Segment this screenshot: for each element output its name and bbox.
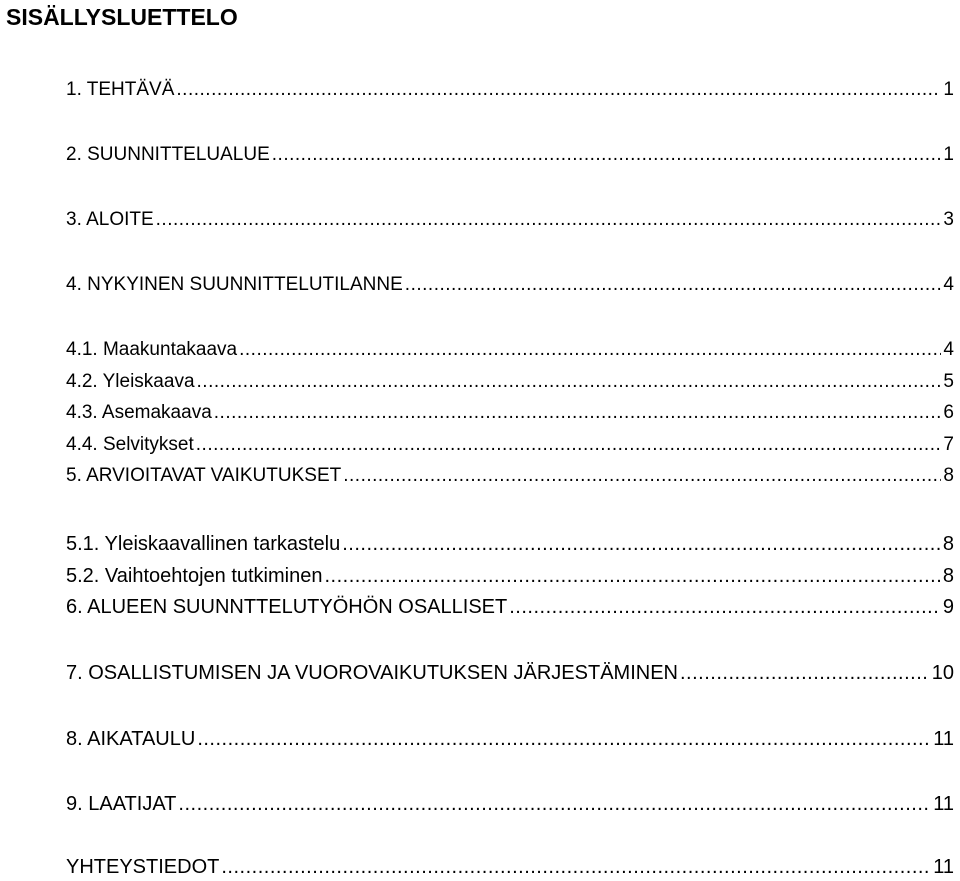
toc-entry-page: 9 [942, 596, 954, 618]
dot-leader [343, 462, 941, 490]
toc-entry-tehtava[interactable] [66, 76, 954, 104]
toc-entry-page: 11 [933, 728, 954, 750]
toc-entry-arvioitavat-vaikutukset[interactable] [66, 462, 954, 490]
toc-entry-label: 7. OSALLISTUMISEN JA VUOROVAIKUTUKSEN JÄRJESTÄMINEN [66, 662, 678, 684]
toc-entry-asemakaava[interactable] [66, 399, 954, 427]
toc-entry-osallistumisen-jarjestaminen[interactable] [66, 659, 954, 687]
toc-entry-page: 1 [943, 79, 954, 100]
toc-entry-page: 11 [933, 856, 954, 878]
toc-entry-label: 4.2. Yleiskaava [66, 371, 195, 392]
toc-entry-page: 8 [942, 565, 954, 587]
toc-entry-yleiskaava[interactable] [66, 368, 954, 396]
toc-entry-label: 1. TEHTÄVÄ [66, 79, 175, 100]
toc-entry-label: 4.1. Maakuntakaava [66, 339, 238, 360]
toc-entry-label: 4.3. Asemakaava [66, 402, 212, 423]
toc-entry-laatijat[interactable] [66, 790, 954, 818]
toc-entry-alueen-suunnittelutyohon-osalliset[interactable] [66, 593, 954, 621]
dot-leader [239, 336, 941, 364]
toc-entry-page: 7 [943, 434, 954, 455]
toc-entry-nykyinen-suunnittelutilanne[interactable] [66, 271, 954, 299]
toc-entry-selvitykset[interactable] [66, 431, 954, 459]
dot-leader [197, 368, 942, 396]
dot-leader [197, 725, 931, 753]
toc-entry-label: 5.1. Yleiskaavallinen tarkastelu [66, 533, 341, 555]
toc-entry-label: 4. NYKYINEN SUUNNITTELUTILANNE [66, 274, 403, 295]
dot-leader [680, 659, 930, 687]
toc-entry-aikataulu[interactable] [66, 725, 954, 753]
toc-entry-yhteystiedot[interactable] [66, 853, 954, 881]
toc-entry-page: 6 [943, 402, 954, 423]
toc-entry-page: 11 [933, 793, 954, 815]
dot-leader [196, 431, 942, 459]
dot-leader [509, 593, 941, 621]
dot-leader [221, 853, 931, 881]
toc-entry-aloite[interactable] [66, 206, 954, 234]
dot-leader [272, 141, 942, 169]
toc-entry-vaihtoehtojen-tutkiminen[interactable] [66, 562, 954, 590]
toc-entry-label: 6. ALUEEN SUUNNTTELUTYÖHÖN OSALLISET [66, 596, 508, 618]
document-title: SISÄLLYSLUETTELO [6, 4, 238, 30]
toc-entry-label: 9. LAATIJAT [66, 793, 177, 815]
toc-entry-page: 10 [931, 662, 954, 684]
toc-entry-yleiskaavallinen-tarkastelu[interactable] [66, 530, 954, 558]
dot-leader [342, 530, 941, 558]
toc-entry-page: 8 [942, 533, 954, 555]
dot-leader [405, 271, 942, 299]
toc-entry-label: 8. AIKATAULU [66, 728, 196, 750]
dot-leader [156, 206, 942, 234]
toc-entry-label: 3. ALOITE [66, 209, 154, 230]
toc-entry-suunnittelualue[interactable] [66, 141, 954, 169]
toc-entry-page: 4 [943, 274, 954, 295]
dot-leader [176, 76, 941, 104]
dot-leader [178, 790, 931, 818]
toc-entry-maakuntakaava[interactable] [66, 336, 954, 364]
dot-leader [214, 399, 942, 427]
toc-entry-label: 5. ARVIOITAVAT VAIKUTUKSET [66, 465, 342, 486]
toc-entry-page: 8 [943, 465, 954, 486]
toc-entry-label: 2. SUUNNITTELUALUE [66, 144, 270, 165]
toc-entry-page: 1 [943, 144, 954, 165]
toc-entry-page: 4 [943, 339, 954, 360]
toc-entry-page: 3 [943, 209, 954, 230]
dot-leader [324, 562, 940, 590]
toc-entry-page: 5 [943, 371, 954, 392]
toc-entry-label: YHTEYSTIEDOT [66, 856, 220, 878]
toc-entry-label: 4.4. Selvitykset [66, 434, 194, 455]
toc-entry-label: 5.2. Vaihtoehtojen tutkiminen [66, 565, 323, 587]
